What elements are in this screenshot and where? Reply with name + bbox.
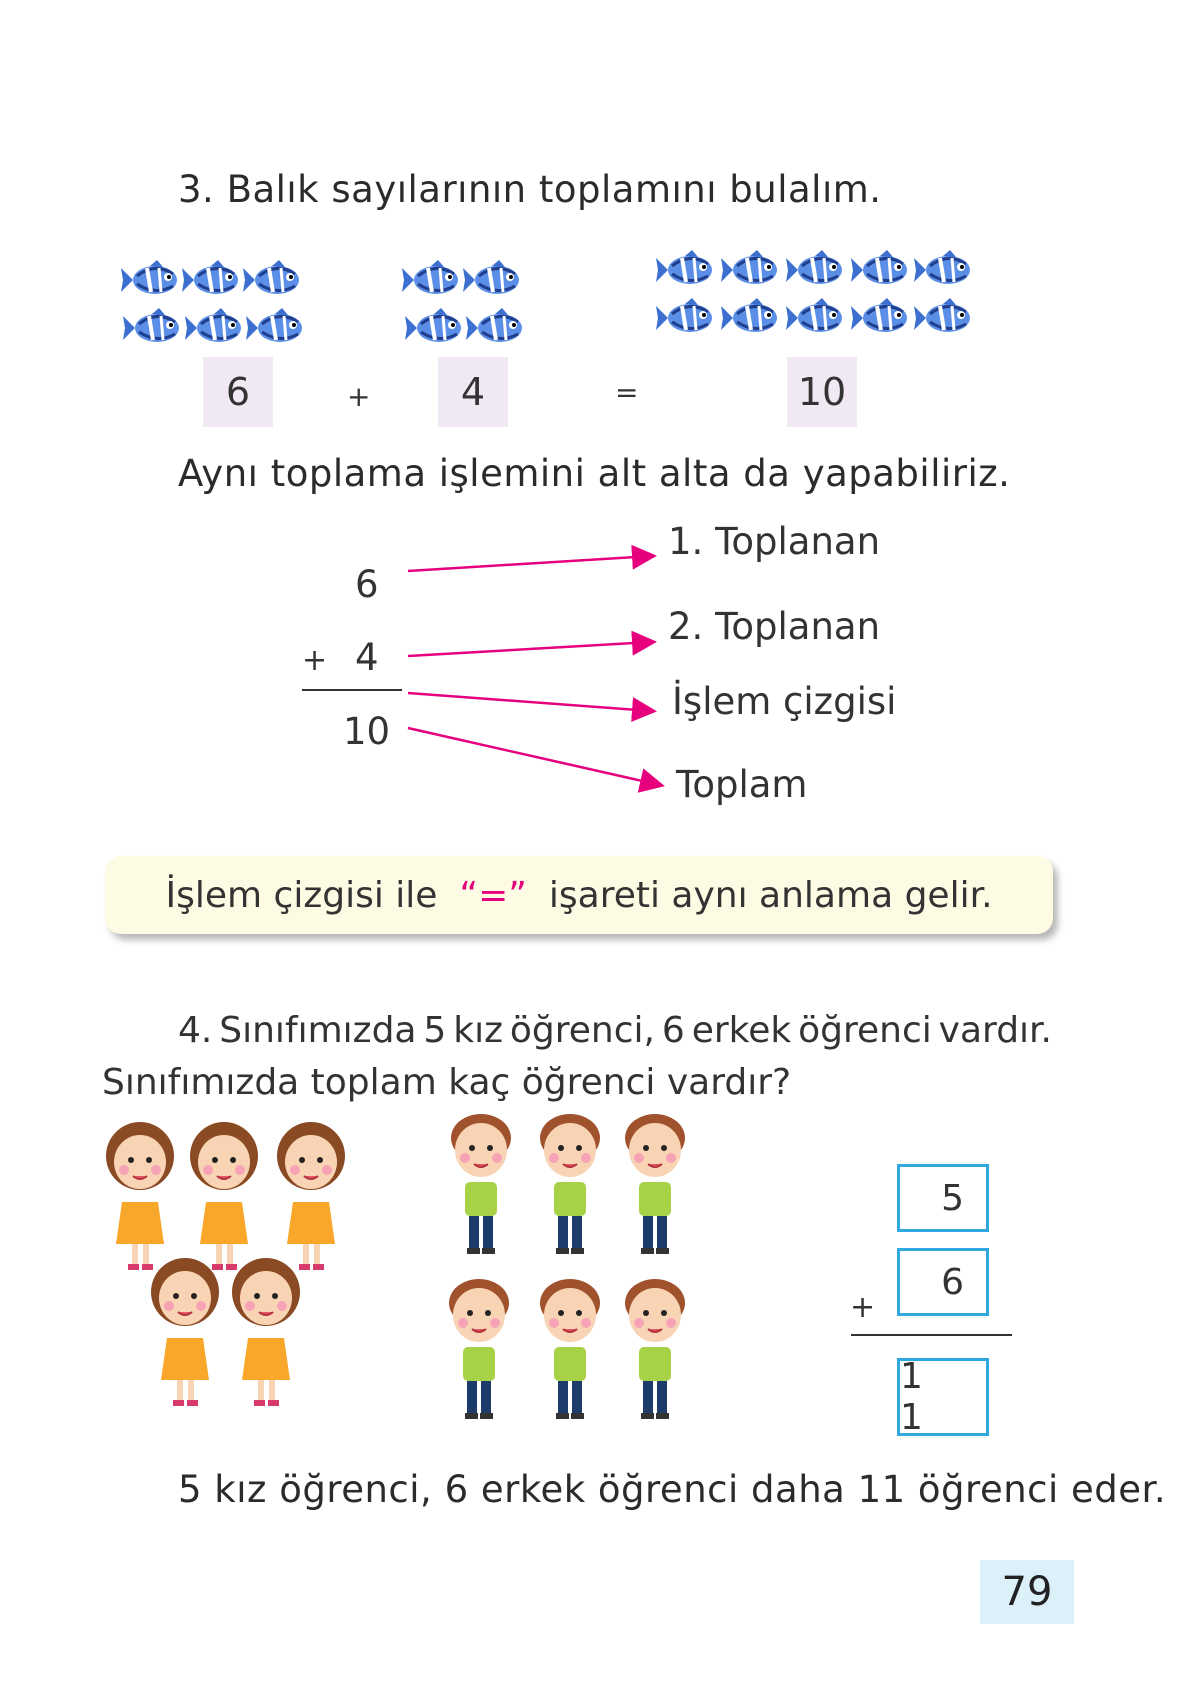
conclusion-sentence: 5 kız öğrenci, 6 erkek öğrenci daha 11 öğrenci eder. [178,1468,1167,1511]
vertical-sum: 10 [343,710,391,753]
q4-word: 5 [423,1010,447,1051]
boy-icon [449,1279,509,1419]
boy-icon [540,1279,600,1419]
sum-box: 10 [787,357,857,427]
vertical-first-addend: 6 [355,563,379,606]
answer-box-sum: 1 1 [897,1358,989,1436]
answer-box-a: 5 [897,1164,989,1232]
girl-icon [151,1258,219,1406]
girl-icon [106,1122,174,1270]
label-second-addend: 2. Toplanan [668,605,881,648]
q4-word: erkek [691,1010,792,1051]
boy-icon [625,1114,685,1254]
first-count-box: 6 [203,357,273,427]
q4-word: kız [453,1010,503,1051]
label-operation-line: İşlem çizgisi [672,680,897,723]
q4-word: öğrenci [798,1010,932,1051]
label-total: Toplam [676,763,808,806]
boy-icon [540,1114,600,1254]
q4-word: Sınıfımızda [219,1010,417,1051]
q4-word: vardır. [938,1010,1052,1051]
label-first-addend: 1. Toplanan [668,520,881,563]
boy-icon [451,1114,511,1254]
page-number: 79 [980,1560,1074,1624]
q4-word: 4. [178,1010,213,1051]
second-count-box: 4 [438,357,508,427]
vertical-second-addend: 4 [355,636,379,679]
girl-icon [277,1122,345,1270]
girl-icon [232,1258,300,1406]
info-text-after: işareti aynı anlama gelir. [548,874,993,916]
vertical-addition-intro: Aynı toplama işlemini alt alta da yapabiliriz. [178,452,1011,495]
equals-sign: = [615,376,639,409]
equals-sign-quoted: “=” [459,874,527,916]
answer-operation-line [851,1334,1012,1336]
question-3-title: 3. Balık sayılarının toplamını bulalım. [178,168,882,211]
question-4-line-2: Sınıfımızda toplam kaç öğrenci vardır? [102,1062,792,1103]
answer-plus-sign: + [850,1290,876,1325]
q4-word: öğrenci, [509,1010,655,1051]
q4-word: 6 [661,1010,685,1051]
plus-sign: + [347,380,371,413]
vertical-plus-sign: + [302,643,328,678]
girl-icon [190,1122,258,1270]
answer-box-b: 6 [897,1248,989,1316]
boy-icon [625,1279,685,1419]
info-text-before: İşlem çizgisi ile [165,874,438,916]
